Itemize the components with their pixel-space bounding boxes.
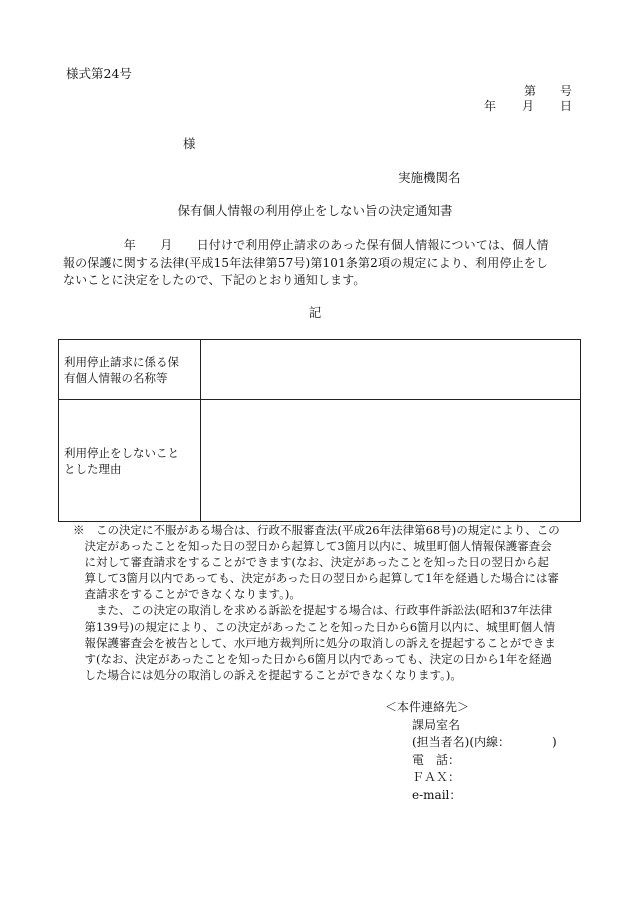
date-day: 日 (559, 99, 572, 113)
body-line: ないことに決定をしたので、下記のとおり通知します。 (63, 273, 366, 287)
contact-heading: ＜本件連絡先＞ (385, 700, 470, 714)
recipient: 様 (183, 136, 196, 151)
document-date (484, 99, 572, 114)
note-line: 算して3箇月以内であっても、決定があった日の翌日から起算して1年を経過した場合には審 (73, 571, 559, 586)
contact-department: 課局室名 (412, 717, 461, 732)
date-month: 月 (521, 99, 534, 113)
appeal-note (73, 522, 593, 683)
table-label-cell (59, 340, 201, 400)
form-number: 様式第24号 (66, 66, 132, 81)
note-line: 決定があったことを知った日の翌日から起算して3箇月以内に、城里町個人情報保護審査会 (73, 539, 552, 554)
contact-fax: ＦＡＸ： (412, 770, 461, 784)
table-label-cell (59, 400, 201, 522)
notice-body (63, 237, 583, 290)
ki-heading: 記 (308, 305, 322, 320)
document-number (524, 84, 572, 99)
contact-block (385, 699, 557, 804)
table-row (59, 340, 581, 400)
date-year: 年 (483, 99, 496, 113)
note-line: に対して審査請求をすることができます(なお、決定があったことを知った日の翌日から起 (73, 555, 549, 570)
contact-phone: 電 話： (412, 752, 461, 767)
note-line: す(なお、決定があったことを知った日から6箇月以内であっても、決定の日から1年を経過 (73, 651, 552, 666)
decision-table (58, 339, 581, 522)
body-line: 報の保護に関する法律(平成15年法律第57号)第101条第2項の規定により、利用停止をし (63, 255, 549, 270)
table-value-cell (201, 400, 581, 522)
table-label-line: とした理由 (64, 461, 122, 476)
document-title: 保有個人情報の利用停止をしない旨の決定通知書 (177, 203, 453, 218)
table-row (59, 400, 581, 522)
note-line: 報保護審査会を被告として、水戸地方裁判所に処分の取消しの訴えを提起することができま (73, 635, 556, 650)
note-line: ※ この決定に不服がある場合は、行政不服審査法(平成26年法律第68号)の規定により、この (73, 523, 560, 537)
table-value-cell (201, 340, 581, 400)
contact-email: e-mail： (412, 787, 462, 802)
note-line: 査請求をすることができなくなります。)。 (73, 587, 301, 602)
note-line: した場合には処分の取消しの訴えを提起することができなくなります。)。 (73, 667, 462, 682)
issuer-name: 実施機関名 (398, 170, 461, 185)
note-line: また、この決定の取消しを求める訴訟を提起する場合は、行政事件訴訟法(昭和37年法律 (73, 603, 553, 618)
table-label-line: 有個人情報の名称等 (64, 370, 168, 385)
document-number-suffix: 号 (559, 84, 572, 98)
note-line: 第139号)の規定により、この決定があったことを知った日から6箇月以内に、城里町個人情 (73, 619, 556, 634)
table-label-line: 利用停止をしないこと (64, 445, 179, 460)
contact-person: (担当者名)(内線： ) (412, 735, 557, 749)
body-line: 年 月 日付けで利用停止請求のあった保有個人情報については、個人情 (63, 238, 549, 252)
document-number-prefix: 第 (523, 84, 536, 98)
table-label-line: 利用停止請求に係る保 (64, 354, 179, 369)
